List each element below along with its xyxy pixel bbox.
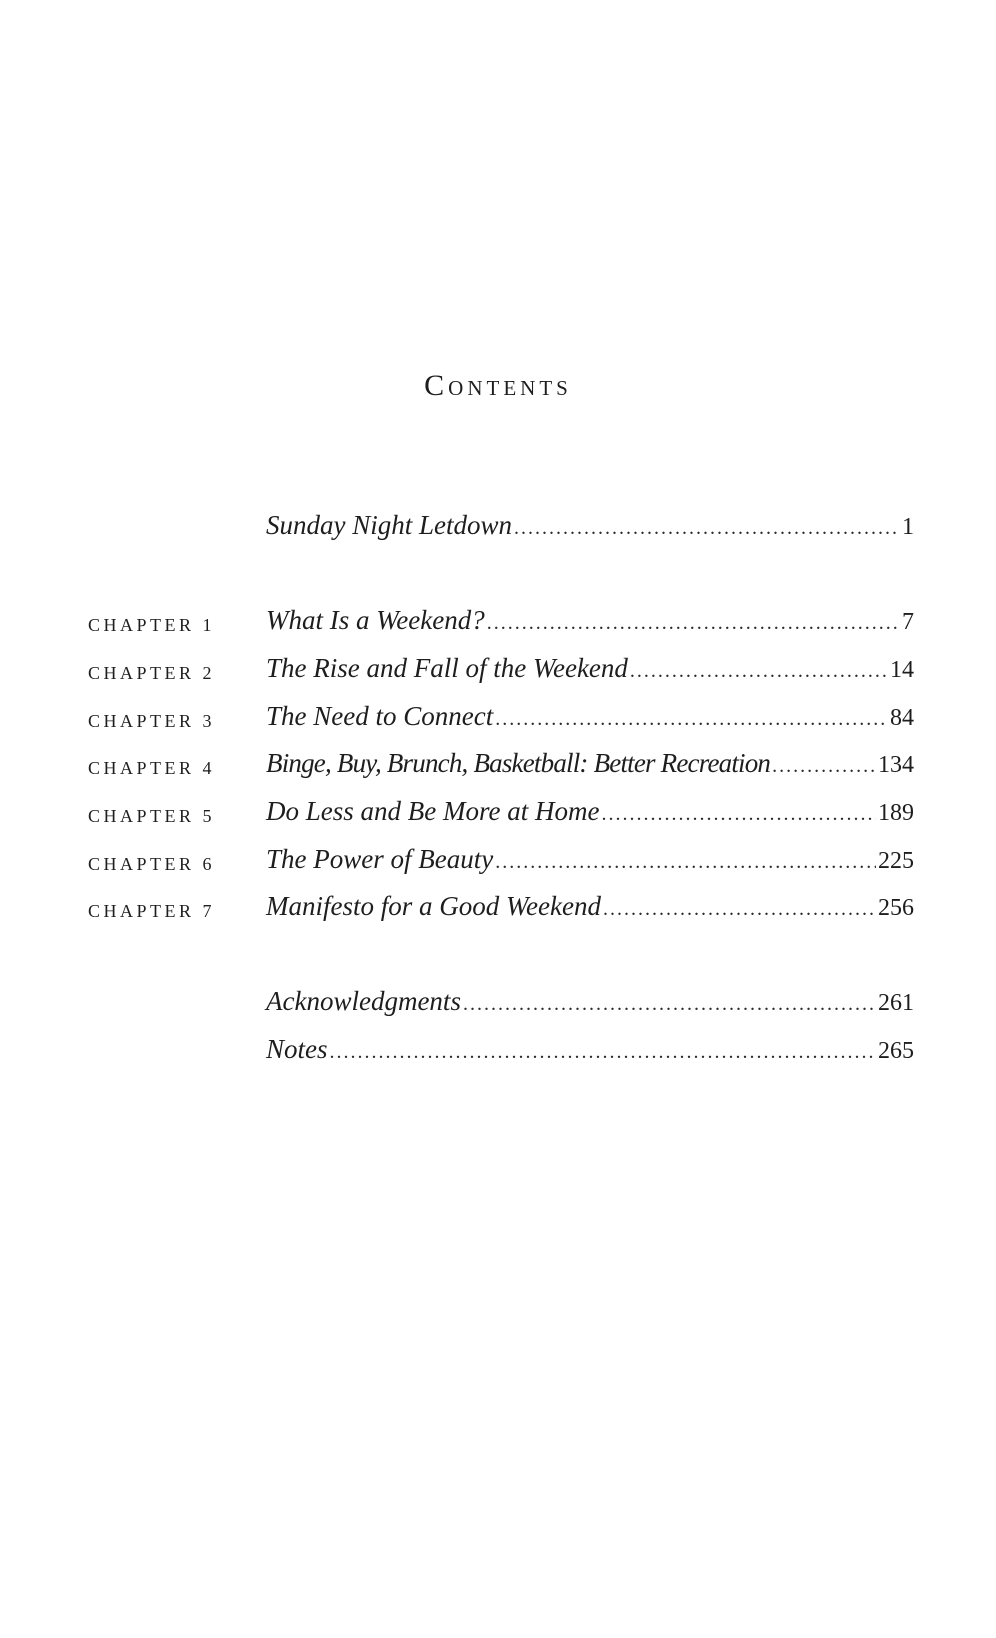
entry-title: Notes: [266, 1034, 328, 1064]
chapter-label: CHAPTER 2: [88, 663, 216, 683]
page-title: Contents: [424, 369, 572, 402]
entry-page-number: 225: [878, 848, 914, 874]
chapter-label: CHAPTER 3: [88, 711, 216, 731]
entry-page-number: 189: [878, 800, 914, 826]
chapter-label: CHAPTER 1: [88, 615, 216, 635]
dot-leader: [495, 845, 876, 879]
entry-page-number: 7: [902, 609, 914, 635]
chapter-label: CHAPTER 6: [88, 854, 216, 874]
entry-page-number: 261: [878, 990, 914, 1016]
chapter-label: CHAPTER 7: [88, 901, 216, 921]
dot-leader: [630, 654, 888, 688]
entry-title: Binge, Buy, Brunch, Basketball: Better Recreation: [266, 748, 771, 778]
toc-entry-chapter-1: [0, 603, 996, 639]
toc-entry-chapter-6: [0, 842, 996, 878]
entry-title: Acknowledgments: [266, 986, 461, 1016]
entry-page-number: 256: [878, 895, 914, 921]
toc-entry-chapter-7: [0, 889, 996, 925]
entry-page-number: 84: [890, 705, 914, 731]
dot-leader: [463, 987, 876, 1021]
dot-leader: [601, 797, 876, 831]
entry-title: The Rise and Fall of the Weekend: [266, 653, 628, 683]
entry-title: The Power of Beauty: [266, 844, 494, 874]
entry-title: What Is a Weekend?: [266, 605, 485, 635]
dot-leader: [514, 511, 900, 545]
dot-leader: [487, 606, 900, 640]
entry-title: Manifesto for a Good Weekend: [266, 891, 601, 921]
chapter-label: CHAPTER 5: [88, 806, 216, 826]
chapter-label: CHAPTER 4: [88, 758, 216, 778]
toc-entry-notes: [0, 1032, 996, 1068]
toc-entry-chapter-2: [0, 651, 996, 687]
toc-entry-acknowledgments: [0, 984, 996, 1020]
entry-page-number: 134: [878, 752, 914, 778]
dot-leader: [772, 749, 876, 783]
entry-title: The Need to Connect: [266, 701, 494, 731]
entry-title: Do Less and Be More at Home: [266, 796, 600, 826]
dot-leader: [603, 892, 876, 926]
entry-title: Sunday Night Letdown: [266, 510, 513, 540]
dot-leader: [330, 1035, 876, 1069]
toc-entry-front-matter: [0, 508, 996, 544]
entry-page-number: 265: [878, 1038, 914, 1064]
entry-page-number: 14: [890, 657, 914, 683]
toc-entry-chapter-5: [0, 794, 996, 830]
toc-entry-chapter-3: [0, 699, 996, 735]
entry-page-number: 1: [902, 514, 914, 540]
dot-leader: [495, 702, 888, 736]
toc-entry-chapter-4: [0, 746, 996, 782]
